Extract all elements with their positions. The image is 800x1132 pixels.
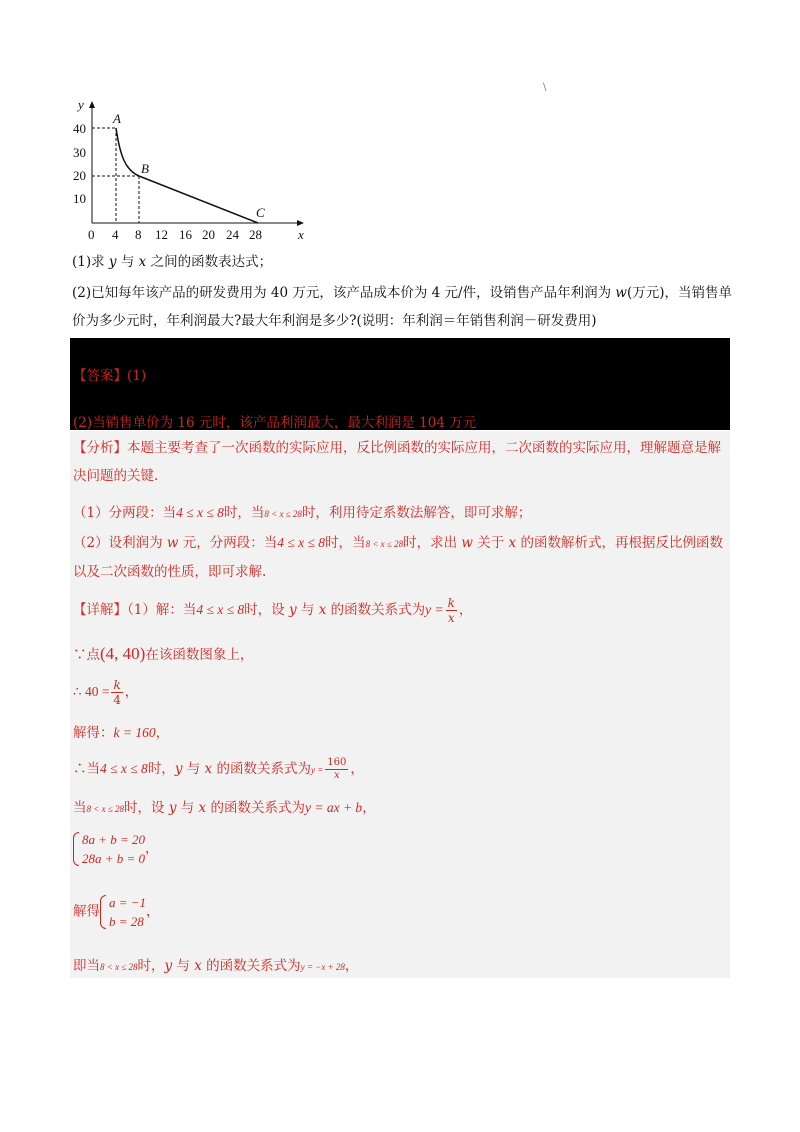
answer-box (70, 338, 730, 430)
analysis-intro: 【分析】本题主要考查了一次函数的实际应用，反比例函数的实际应用，二次函数的实际应用，理解题意是解决问题的关键. (73, 440, 721, 484)
point-label-b: B (141, 161, 149, 176)
answer-label: 【答案】(1) (73, 368, 147, 384)
point-label-c: C (256, 205, 265, 220)
detail-line-7: 8a + b = 20 28a + b = 0 ， (73, 830, 159, 868)
y-axis-label: y (78, 97, 84, 112)
curve-ab (116, 128, 139, 176)
x-tick-label: 0 (88, 227, 95, 242)
detail-line-8: 解得 a = −1 b = 28 ， (73, 895, 160, 929)
page-mark: \ (543, 82, 547, 93)
x-tick-label: 20 (202, 227, 215, 242)
x-tick-label: 8 (135, 227, 142, 242)
analysis-step-1: （1）分两段：当4 ≤ x ≤ 8时，当8 < x ≤ 28时，利用待定系数法解答，即可求解； (73, 505, 532, 521)
x-tick-label: 16 (179, 227, 192, 242)
question-part-1: (1)求 y 与 x 之间的函数表达式； (72, 254, 273, 270)
detail-line-3: ∴ 40 = $\frac{k}{4}$ ， (73, 678, 139, 707)
equation-system: 8a + b = 20 28a + b = 0 (73, 830, 145, 868)
solution-system: a = −1 b = 28 (100, 893, 146, 931)
segment-bc (139, 176, 258, 223)
function-graph (70, 95, 320, 245)
detail-line-2: ∵点(4, 40)在该函数图象上， (73, 644, 254, 663)
question-part-2: (2)已知每年该产品的研发费用为 40 万元，该产品成本价为 4 元/件，设销售产品年利润为 w(万元)，当销售单价为多少元时，年利润最大?最大年利润是多少?(说明：年利润＝年销售利润－研发费用) (72, 285, 733, 329)
y-axis-arrow-icon (89, 101, 95, 108)
x-tick-label: 4 (112, 227, 119, 242)
x-tick-label: 24 (226, 227, 239, 242)
detail-line-1: 【详解】（1）解：当4 ≤ x ≤ 8时，设 y 与 x 的函数关系式为y = $\frac{k}{x}$ ， (73, 596, 473, 625)
x-tick-label: 12 (155, 227, 168, 242)
detail-line-6: 当8 < x ≤ 28时，设 y 与 x 的函数关系式为y = ax + b， (73, 800, 376, 816)
answer-part-2: (2)当销售单价为 16 元时，该产品利润最大，最大利润是 104 万元 (73, 415, 477, 431)
y-tick-label: 20 (73, 168, 86, 183)
y-tick-label: 40 (73, 121, 86, 136)
y-tick-label: 10 (73, 191, 86, 206)
detail-line-5: ∴当4 ≤ x ≤ 8时，y 与 x 的函数关系式为y = $\frac{160}{x}$ ， (73, 757, 364, 781)
analysis-step-2: （2）设利润为 w 元，分两段：当4 ≤ x ≤ 8时，当8 < x ≤ 28时，求出 w 关于 x 的函数解析式，再根据反比例函数以及二次函数的性质，即可求解. (73, 535, 723, 580)
detail-line-9: 即当8 < x ≤ 28时，y 与 x 的函数关系式为y = −x + 28， (73, 958, 359, 974)
x-axis-arrow-icon (297, 220, 304, 226)
point-label-a: A (113, 111, 121, 126)
detail-line-4: 解得：k = 160， (73, 725, 170, 741)
y-tick-label: 30 (73, 145, 86, 160)
x-axis-label: x (298, 227, 304, 242)
solution-box (70, 431, 730, 978)
x-tick-label: 28 (249, 227, 262, 242)
